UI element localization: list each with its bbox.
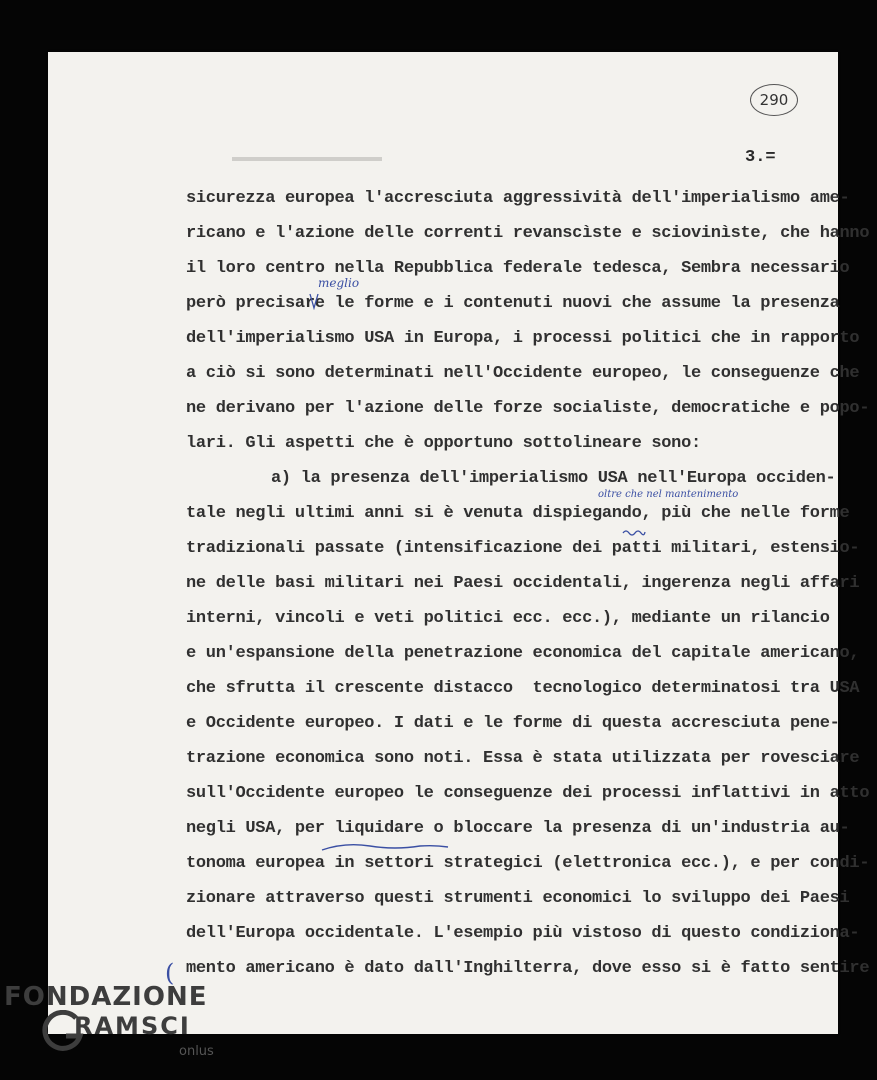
text-line: sicurezza europea l'accresciuta aggressività dell'imperialismo ame- [186,189,850,208]
margin-bracket-mark: ( [165,959,175,987]
text-line: e un'espansione della penetrazione economica del capitale americano, [186,644,860,663]
handwritten-underline [320,838,450,854]
text-line: ricano e l'azione delle correnti revanscìste e sciovinìste, che hanno [186,224,870,243]
text-line: trazione economica sono noti. Essa è stata utilizzata per rovesciare [186,749,860,768]
text-line: mento americano è dato dall'Inghilterra, dove esso si è fatto sentire [186,959,870,978]
text-line: zionare attraverso questi strumenti economici lo sviluppo dei Paesi [186,889,850,908]
text-line: tale negli ultimi anni si è venuta dispiegando, più che nelle forme [186,504,850,523]
handwritten-underline [622,528,646,536]
insertion-caret-mark [308,292,320,310]
text-line: e Occidente europeo. I dati e le forme di questa accresciuta pene- [186,714,840,733]
logo-onlus-label: onlus [179,1044,214,1059]
page-smudge [232,157,382,161]
text-line: dell'Europa occidentale. L'esempio più vistoso di questo condiziona- [186,924,860,943]
text-line: interni, vincoli e veti politici ecc. ecc.), mediante un rilancio [186,609,830,628]
text-line: tradizionali passate (intensificazione dei patti militari, estensio- [186,539,860,558]
handwritten-insertion: meglio [318,276,360,290]
text-line: il loro centro nella Repubblica federale tedesca, Sembra necessario [186,259,850,278]
text-line: però precisare le forme e i contenuti nuovi che assume la presenza [186,294,840,313]
logo-text: FONDAZIONE [4,982,208,1012]
text-line: a) la presenza dell'imperialismo USA nell'Europa occiden- [271,469,836,488]
text-line: lari. Gli aspetti che è opportuno sottolineare sono: [186,434,701,453]
text-line: sull'Occidente europeo le conseguenze dei processi inflattivi in atto [186,784,870,803]
page-number: 3.= [745,148,776,167]
text-line: dell'imperialismo USA in Europa, i processi politici che in rapporto [186,329,860,348]
logo-text: RAMSCI [74,1012,191,1040]
text-line: ne derivano per l'azione delle forze socialiste, democratiche e popo- [186,399,870,418]
archive-number-stamp: 290 [750,84,798,116]
text-line: che sfrutta il crescente distacco tecnologico determinatosi tra USA [186,679,860,698]
text-line: tonoma europea in settori strategici (elettronica ecc.), e per condi- [186,854,870,873]
text-line: negli USA, per liquidare o bloccare la presenza di un'industria au- [186,819,850,838]
handwritten-note: oltre che nel mantenimento [598,489,739,500]
text-line: ne delle basi militari nei Paesi occidentali, ingerenza negli affari [186,574,860,593]
text-line: a ciò si sono determinati nell'Occidente europeo, le conseguenze che [186,364,860,383]
